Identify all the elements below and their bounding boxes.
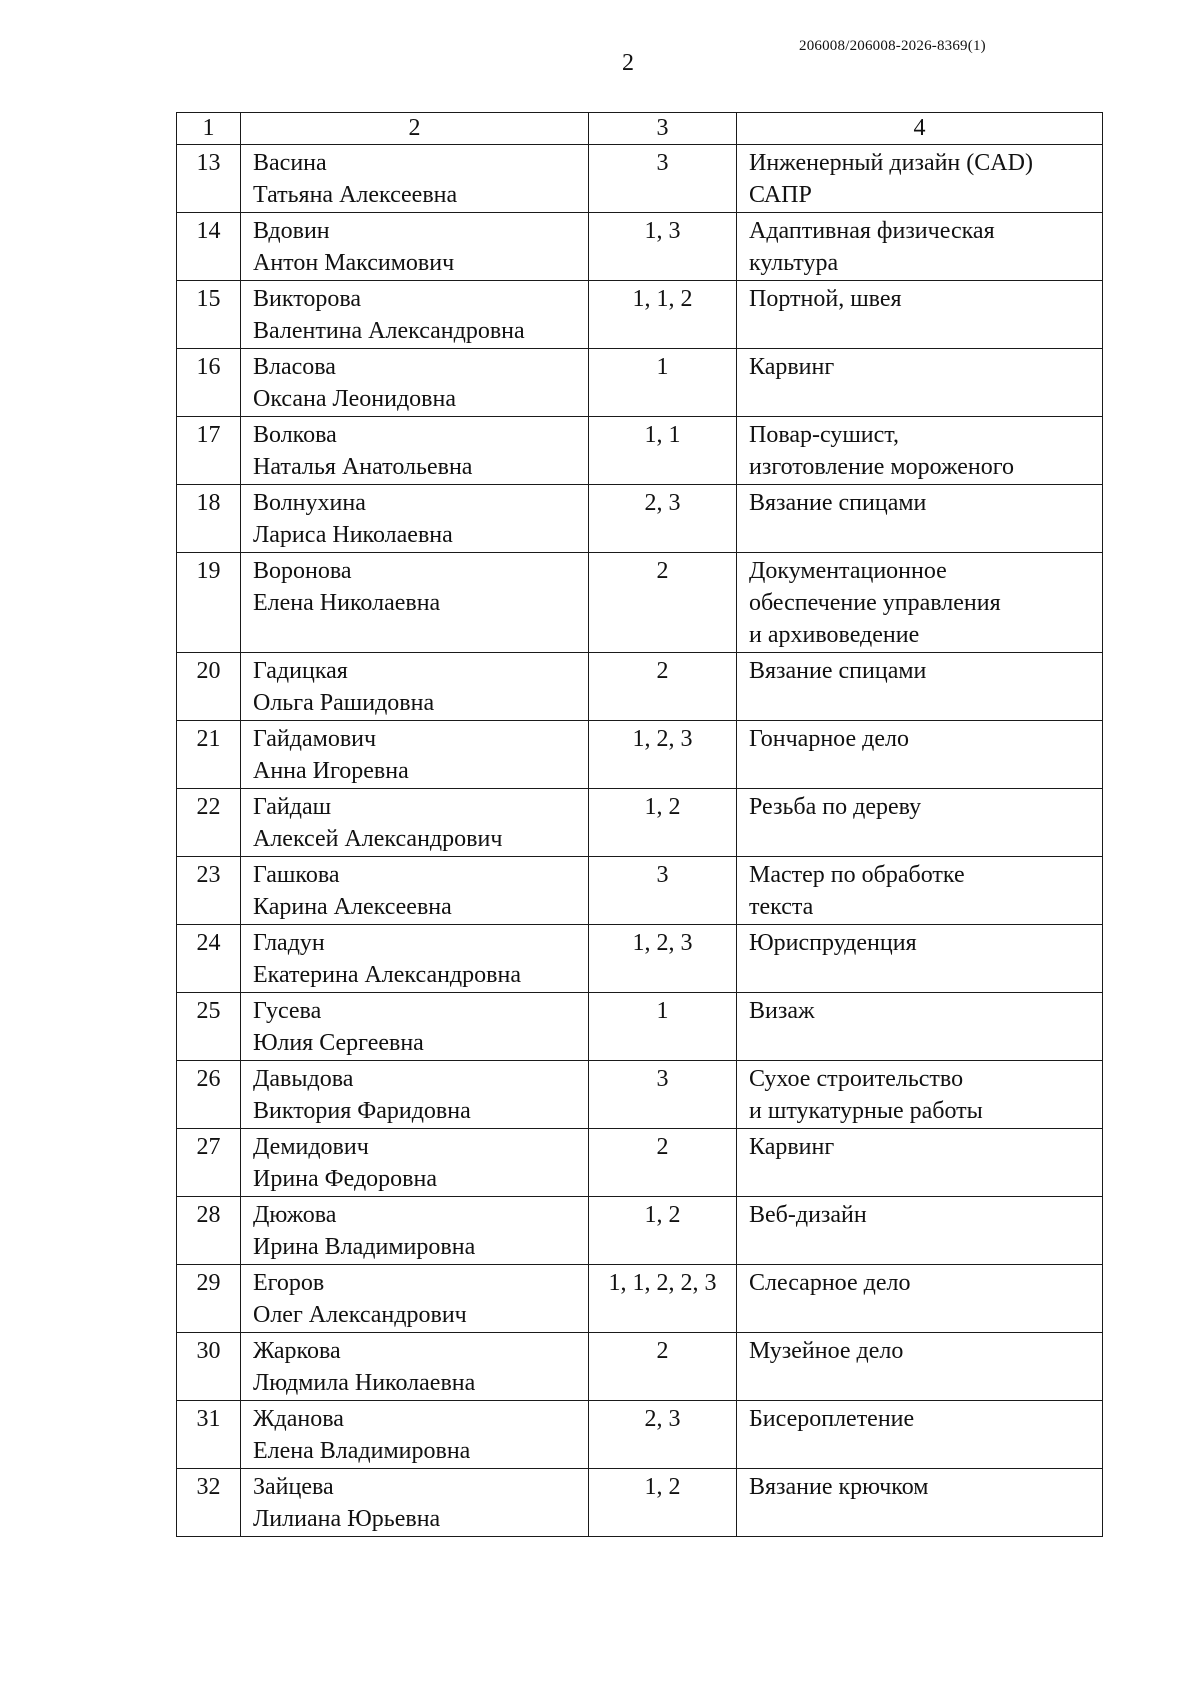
codes-cell: 1, 3 — [589, 213, 737, 281]
given-names: Екатерина Александровна — [253, 962, 521, 988]
row-number: 22 — [177, 789, 241, 857]
table-row — [177, 553, 1103, 653]
full-name-cell — [241, 925, 589, 993]
surname: Гусева — [253, 998, 322, 1024]
table-row — [177, 145, 1103, 213]
row-number: 29 — [177, 1265, 241, 1333]
surname: Гадицкая — [253, 658, 348, 684]
codes-cell: 2, 3 — [589, 1401, 737, 1469]
surname: Вдовин — [253, 218, 330, 244]
full-name-cell — [241, 993, 589, 1061]
given-names: Людмила Николаевна — [253, 1370, 476, 1396]
table-row — [177, 789, 1103, 857]
specialty-cell — [737, 653, 1103, 721]
specialty-line: Бисероплетение — [749, 1406, 915, 1432]
row-number: 20 — [177, 653, 241, 721]
row-number: 14 — [177, 213, 241, 281]
row-number: 17 — [177, 417, 241, 485]
table-body — [177, 113, 1103, 1537]
specialty-cell — [737, 553, 1103, 653]
table-row — [177, 349, 1103, 417]
specialty-line: культура — [749, 250, 839, 276]
registration-number: 206008/206008-2026-8369(1) — [799, 38, 986, 54]
surname: Гашкова — [253, 862, 340, 888]
codes-cell: 3 — [589, 1061, 737, 1129]
full-name-cell — [241, 721, 589, 789]
table-row — [177, 485, 1103, 553]
row-number: 25 — [177, 993, 241, 1061]
specialty-line: Инженерный дизайн (CAD) — [749, 150, 1033, 176]
row-number: 31 — [177, 1401, 241, 1469]
given-names: Лилиана Юрьевна — [253, 1506, 441, 1532]
full-name-cell — [241, 145, 589, 213]
table-row — [177, 1265, 1103, 1333]
codes-cell: 2 — [589, 1333, 737, 1401]
codes-cell: 1, 2 — [589, 789, 737, 857]
given-names: Ирина Владимировна — [253, 1234, 476, 1260]
page-number: 2 — [622, 50, 634, 76]
full-name-cell — [241, 213, 589, 281]
surname: Воронова — [253, 558, 352, 584]
codes-cell: 1, 1, 2 — [589, 281, 737, 349]
given-names: Ирина Федоровна — [253, 1166, 438, 1192]
table-row — [177, 1333, 1103, 1401]
row-number: 18 — [177, 485, 241, 553]
specialty-cell — [737, 281, 1103, 349]
table-row — [177, 993, 1103, 1061]
table-row — [177, 1197, 1103, 1265]
specialty-cell — [737, 145, 1103, 213]
row-number: 13 — [177, 145, 241, 213]
codes-cell: 1, 1 — [589, 417, 737, 485]
codes-cell: 1, 2, 3 — [589, 925, 737, 993]
full-name-cell — [241, 485, 589, 553]
surname: Егоров — [253, 1270, 325, 1296]
specialty-cell — [737, 213, 1103, 281]
table-row — [177, 925, 1103, 993]
given-names: Антон Максимович — [253, 250, 455, 276]
table-row — [177, 1401, 1103, 1469]
row-number: 23 — [177, 857, 241, 925]
specialty-line: Слесарное дело — [749, 1270, 911, 1296]
given-names: Елена Николаевна — [253, 590, 441, 616]
specialty-cell — [737, 1333, 1103, 1401]
specialty-line: Вязание спицами — [749, 490, 927, 516]
full-name-cell — [241, 1265, 589, 1333]
given-names: Лариса Николаевна — [253, 522, 453, 548]
surname: Волнухина — [253, 490, 366, 516]
specialty-line: Веб-дизайн — [749, 1202, 867, 1228]
specialty-line: Вязание крючком — [749, 1474, 929, 1500]
full-name-cell — [241, 789, 589, 857]
codes-cell: 1 — [589, 993, 737, 1061]
row-number: 19 — [177, 553, 241, 653]
specialty-cell — [737, 1401, 1103, 1469]
row-number: 15 — [177, 281, 241, 349]
specialty-cell — [737, 721, 1103, 789]
specialty-line: и штукатурные работы — [749, 1098, 983, 1124]
specialty-cell — [737, 1197, 1103, 1265]
surname: Власова — [253, 354, 336, 380]
specialty-cell — [737, 1265, 1103, 1333]
given-names: Елена Владимировна — [253, 1438, 471, 1464]
codes-cell: 3 — [589, 145, 737, 213]
header-cell-3: 3 — [589, 113, 737, 145]
surname: Гайдамович — [253, 726, 377, 752]
specialty-line: Сухое строительство — [749, 1066, 964, 1092]
full-name-cell — [241, 1129, 589, 1197]
codes-cell: 2 — [589, 1129, 737, 1197]
full-name-cell — [241, 349, 589, 417]
given-names: Татьяна Алексеевна — [253, 182, 458, 208]
given-names: Олег Александрович — [253, 1302, 467, 1328]
table-row — [177, 1469, 1103, 1537]
specialty-line: Мастер по обработке — [749, 862, 965, 888]
codes-cell: 3 — [589, 857, 737, 925]
specialty-line: Документационное — [749, 558, 947, 584]
specialty-cell — [737, 789, 1103, 857]
table-row — [177, 213, 1103, 281]
header-cell-2: 2 — [241, 113, 589, 145]
table-row — [177, 1061, 1103, 1129]
given-names: Наталья Анатольевна — [253, 454, 473, 480]
surname: Дюжова — [253, 1202, 337, 1228]
surname: Давыдова — [253, 1066, 354, 1092]
row-number: 21 — [177, 721, 241, 789]
full-name-cell — [241, 1197, 589, 1265]
given-names: Карина Алексеевна — [253, 894, 452, 920]
specialty-line: текста — [749, 894, 814, 920]
specialty-line: Повар-сушист, — [749, 422, 899, 448]
specialty-cell — [737, 857, 1103, 925]
codes-cell: 2 — [589, 553, 737, 653]
row-number: 24 — [177, 925, 241, 993]
full-name-cell — [241, 653, 589, 721]
full-name-cell — [241, 1469, 589, 1537]
specialty-line: и архивоведение — [749, 622, 920, 648]
full-name-cell — [241, 553, 589, 653]
row-number: 27 — [177, 1129, 241, 1197]
header-cell-4: 4 — [737, 113, 1103, 145]
specialty-line: Адаптивная физическая — [749, 218, 995, 244]
specialty-cell — [737, 1061, 1103, 1129]
specialty-line: Карвинг — [749, 354, 835, 380]
specialty-line: Визаж — [749, 998, 815, 1024]
specialty-cell — [737, 349, 1103, 417]
specialty-line: Музейное дело — [749, 1338, 904, 1364]
specialty-line: САПР — [749, 182, 812, 208]
surname: Васина — [253, 150, 327, 176]
surname: Гайдаш — [253, 794, 332, 820]
table-row — [177, 653, 1103, 721]
surname: Демидович — [253, 1134, 369, 1160]
specialty-line: Юриспруденция — [749, 930, 917, 956]
specialty-line: Портной, швея — [749, 286, 902, 312]
given-names: Валентина Александровна — [253, 318, 525, 344]
full-name-cell — [241, 1333, 589, 1401]
full-name-cell — [241, 1061, 589, 1129]
specialty-cell — [737, 993, 1103, 1061]
codes-cell: 1, 2 — [589, 1469, 737, 1537]
specialty-cell — [737, 485, 1103, 553]
table-row — [177, 281, 1103, 349]
table-row — [177, 721, 1103, 789]
row-number: 26 — [177, 1061, 241, 1129]
surname: Жаркова — [253, 1338, 341, 1364]
row-number: 32 — [177, 1469, 241, 1537]
specialty-line: изготовление мороженого — [749, 454, 1015, 480]
codes-cell: 2 — [589, 653, 737, 721]
given-names: Алексей Александрович — [253, 826, 503, 852]
surname: Зайцева — [253, 1474, 334, 1500]
header-cell-1: 1 — [177, 113, 241, 145]
specialty-line: Резьба по дереву — [749, 794, 922, 820]
specialty-cell — [737, 1469, 1103, 1537]
row-number: 28 — [177, 1197, 241, 1265]
specialty-line: Карвинг — [749, 1134, 835, 1160]
table-header-row — [177, 113, 1103, 145]
codes-cell: 1 — [589, 349, 737, 417]
table-row — [177, 857, 1103, 925]
given-names: Оксана Леонидовна — [253, 386, 456, 412]
given-names: Юлия Сергеевна — [253, 1030, 424, 1056]
row-number: 30 — [177, 1333, 241, 1401]
codes-cell: 1, 2 — [589, 1197, 737, 1265]
specialty-cell — [737, 925, 1103, 993]
row-number: 16 — [177, 349, 241, 417]
full-name-cell — [241, 281, 589, 349]
full-name-cell — [241, 1401, 589, 1469]
participants-table — [176, 112, 1103, 1537]
surname: Жданова — [253, 1406, 344, 1432]
given-names: Ольга Рашидовна — [253, 690, 435, 716]
specialty-cell — [737, 417, 1103, 485]
specialty-line: Вязание спицами — [749, 658, 927, 684]
table-row — [177, 417, 1103, 485]
table-row — [177, 1129, 1103, 1197]
specialty-cell — [737, 1129, 1103, 1197]
specialty-line: обеспечение управления — [749, 590, 1001, 616]
codes-cell: 1, 1, 2, 2, 3 — [589, 1265, 737, 1333]
full-name-cell — [241, 857, 589, 925]
surname: Волкова — [253, 422, 337, 448]
codes-cell: 1, 2, 3 — [589, 721, 737, 789]
surname: Викторова — [253, 286, 362, 312]
given-names: Виктория Фаридовна — [253, 1098, 471, 1124]
specialty-line: Гончарное дело — [749, 726, 909, 752]
given-names: Анна Игоревна — [253, 758, 409, 784]
codes-cell: 2, 3 — [589, 485, 737, 553]
surname: Гладун — [253, 930, 325, 956]
full-name-cell — [241, 417, 589, 485]
